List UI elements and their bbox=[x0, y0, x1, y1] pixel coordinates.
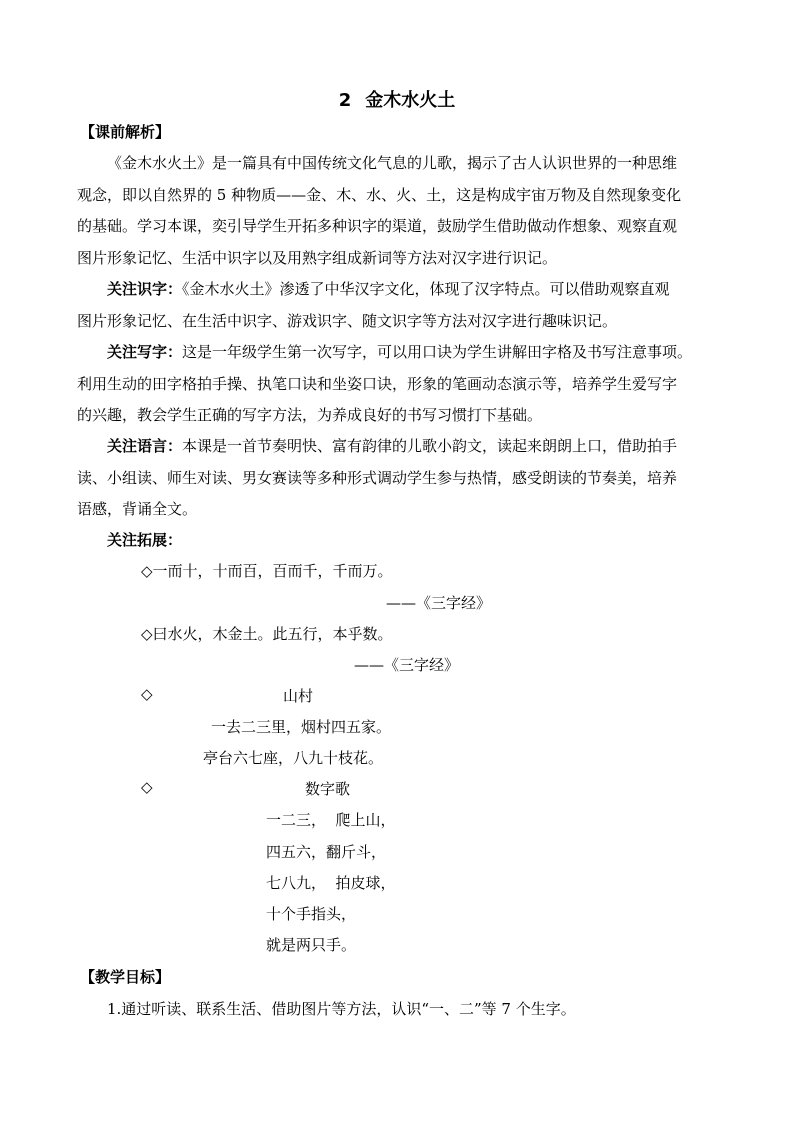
intro-paragraph bbox=[77, 148, 717, 274]
focus-writing-text: 利用生动的田字格拍手操、执笔口诀和坐姿口诀，形象的笔画动态演示等，培养学生爱写字 bbox=[77, 374, 678, 393]
focus-literacy-label: 关注识字： bbox=[107, 280, 183, 298]
intro-line: 观念，即以自然界的 5 种物质——金、木、水、火、土，这是构成宇宙万物及自然现象变化 bbox=[77, 185, 682, 204]
diamond-bullet: ◇ bbox=[141, 685, 153, 703]
poem-line: 一去二三里，烟村四五家。 bbox=[211, 718, 392, 736]
focus-writing-label: 关注写字： bbox=[107, 343, 183, 361]
poem-line: 十个手指头， bbox=[266, 905, 357, 923]
poem-line: 四五六，翻斤斗， bbox=[266, 843, 387, 861]
focus-writing-paragraph bbox=[77, 337, 717, 432]
intro-line: 的基础。学习本课，奕引导学生开拓多种识字的渠道，鼓励学生借助做动作想象、观察直观 bbox=[77, 217, 678, 235]
lesson-name: 金木水火土 bbox=[365, 90, 456, 111]
focus-language-text: 本课是一首节奏明快、富有韵律的儿歌小韵文，读起来朗朗上口，借助拍手 bbox=[182, 437, 678, 455]
poem-title: 山村 bbox=[283, 687, 314, 705]
quote-source: ——《三字经》 bbox=[354, 656, 460, 674]
poem-line: 七八九， 拍皮球， bbox=[266, 874, 396, 892]
focus-language-paragraph bbox=[77, 431, 717, 526]
focus-extension-label: 关注拓展： bbox=[107, 531, 183, 549]
focus-literacy-text: 《金木水火土》渗透了中华汉字文化，体现了汉字特点。可以借助观察直观 bbox=[182, 280, 670, 298]
intro-line: 图片形象记忆、生活中识字以及用熟字组成新词等方法对汉字进行识记。 bbox=[77, 248, 558, 267]
poem-line: 就是两只手。 bbox=[266, 936, 357, 954]
focus-language-text: 语感，背诵全文。 bbox=[77, 500, 198, 518]
poem-title: 数字歌 bbox=[305, 780, 351, 798]
focus-literacy-text: 图片形象记忆、在生活中识字、游戏识字、随文识字等方法对汉字进行趣味识记。 bbox=[77, 311, 618, 330]
section-heading-teaching-goals: 【教学目标】 bbox=[80, 968, 171, 986]
section-heading-pre-analysis: 【课前解析】 bbox=[80, 123, 171, 141]
focus-language-text: 读、小组读、师生对读、男女赛读等多种形式调动学生参与热情，感受朗读的节奏美，培养 bbox=[77, 468, 678, 487]
focus-language-label: 关注语言： bbox=[107, 437, 183, 455]
focus-writing-text: 这是一年级学生第一次写字，可以用口诀为学生讲解田字格及书写注意事项。 bbox=[182, 343, 693, 361]
focus-literacy-paragraph bbox=[77, 274, 717, 337]
poem-line: 一二三， 爬上山， bbox=[266, 811, 396, 829]
quote-text: ◇一而十，十而百，百而千，千而万。 bbox=[141, 562, 393, 580]
goal-item: 1.通过听读、联系生活、借助图片等方法，认识“一、二”等 7 个生字。 bbox=[107, 1000, 576, 1018]
poem-line: 亭台六七座，八九十枝花。 bbox=[203, 749, 384, 767]
focus-writing-text: 的兴趣，教会学生正确的写字方法，为养成良好的书写习惯打下基础。 bbox=[77, 406, 543, 424]
intro-line: 《金木水火土》是一篇具有中国传统文化气息的儿歌，揭示了古人认识世界的一种思维 bbox=[107, 154, 678, 172]
lesson-title bbox=[0, 86, 794, 112]
quote-source: ——《三字经》 bbox=[386, 594, 492, 612]
diamond-bullet: ◇ bbox=[141, 778, 153, 796]
lesson-number: 2 bbox=[338, 90, 352, 111]
quote-text: ◇曰水火，木金土。此五行，本乎数。 bbox=[141, 625, 393, 643]
